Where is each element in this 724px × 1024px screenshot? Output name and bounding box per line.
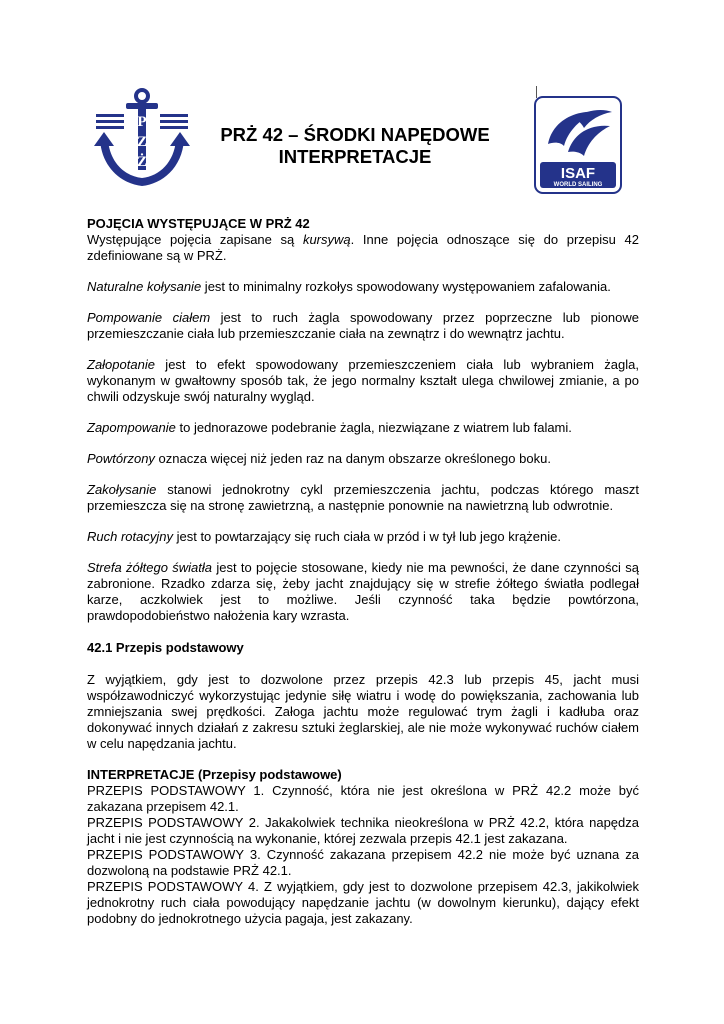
definition-item: Powtórzony oznacza więcej niż jeden raz na danym obszarze określonego boku. xyxy=(87,451,551,466)
definition-item: Naturalne kołysanie jest to minimalny rozkołys spowodowany występowaniem zafalowania. xyxy=(87,279,611,294)
interpretation-item: PRZEPIS PODSTAWOWY 3. Czynność zakazana przepisem 42.2 nie może być uznana za dozwoloną na podstawie PRŻ 42.1. xyxy=(87,847,639,878)
logo-letter-z2: Ż xyxy=(136,154,148,170)
definitions-intro: Występujące pojęcia zapisane są kursywą. Inne pojęcia odnoszące się do przepisu 42 zdefiniowane są w PRŻ. xyxy=(87,232,639,263)
document-body xyxy=(87,216,639,927)
definition-item: Zakołysanie stanowi jednokrotny cykl przemieszczenia jachtu, podczas którego maszt przemieszcza się na stronę zawietrzną, a następnie ponownie na nawietrzną lub odwrotnie. xyxy=(87,482,639,513)
interpretation-item: PRZEPIS PODSTAWOWY 4. Z wyjątkiem, gdy jest to dozwolone przepisem 42.3, jakikolwiek jednokrotny ruch ciała powodujący napędzanie jachtu (w dowolnym kierunku), dający efekt podobny do jednokrotnego użycia pagaja, jest zakazany. xyxy=(87,879,639,926)
isaf-logo-subtext: WORLD SAILING xyxy=(553,182,603,188)
definition-item: Załopotanie jest to efekt spowodowany przemieszczeniem ciała lub wybraniem żagla, wykonanym w gwałtowny sposób tak, że jego normalny kształt ulega chwilowej zmianie, a po chwili odzyskuje swój naturalny wygląd. xyxy=(87,357,639,404)
section-42-1-heading: 42.1 Przepis podstawowy xyxy=(87,640,244,655)
definitions-heading: POJĘCIA WYSTĘPUJĄCE W PRŻ 42 xyxy=(87,216,310,231)
title-line-2: INTERPRETACJE xyxy=(278,146,432,167)
section-42-1-text: Z wyjątkiem, gdy jest to dozwolone przez przepis 42.3 lub przepis 45, jacht musi współzawodniczyć wykorzystując jedynie siłę wiatru i wodę do powiększania, zachowania lub zmniejszania swej prędkości. Załoga jachtu może regulować trym żagli i kadłuba oraz dokonywać innych działań z zakresu sztuki żeglarskiej, ale nie może wykonywać ruchów ciałem w celu napędzania jachtu. xyxy=(87,672,639,751)
interpretations-heading: INTERPRETACJE (Przepisy podstawowe) xyxy=(87,767,342,782)
page-title xyxy=(190,124,520,168)
definition-item: Ruch rotacyjny jest to powtarzający się ruch ciała w przód i w tył lub jego krążenie. xyxy=(87,529,561,544)
definition-item: Strefa żółtego światła jest to pojęcie stosowane, kiedy nie ma pewności, że dane czynności są zabronione. Rzadko zdarza się, żeby jacht znajdujący się w strefie żółtego światła podlegał karze, aczkolwiek jest to możliwe. Jeśli czynność taka będzie powtórzona, prawdopodobieństwo nałożenia kary wzrasta. xyxy=(87,560,639,623)
logo-letter-p: P xyxy=(137,114,147,130)
title-line-1: PRŻ 42 – ŚRODKI NAPĘDOWE xyxy=(220,124,490,145)
pzz-anchor-logo xyxy=(92,88,192,192)
interpretation-item: PRZEPIS PODSTAWOWY 2. Jakakolwiek technika nieokreślona w PRŻ 42.2, która napędza jacht i nie jest czynnością na wykonanie, której zezwala przepis 42.1 jest zakazana. xyxy=(87,815,639,846)
logo-letter-z: Z xyxy=(136,134,148,150)
page-header xyxy=(0,0,724,210)
interpretation-item: PRZEPIS PODSTAWOWY 1. Czynność, która nie jest określona w PRŻ 42.2 może być zakazana przepisem 42.1. xyxy=(87,783,639,814)
definition-item: Pompowanie ciałem jest to ruch żagla spowodowany przez poprzeczne lub pionowe przemieszczanie ciała lub przemieszczanie ciała na zewnątrz i do wewnątrz jachtu. xyxy=(87,310,639,341)
isaf-logo xyxy=(534,96,622,194)
definition-item: Zapompowanie to jednorazowe podebranie żagla, niezwiązane z wiatrem lub falami. xyxy=(87,420,572,435)
isaf-logo-text: ISAF xyxy=(560,165,596,182)
